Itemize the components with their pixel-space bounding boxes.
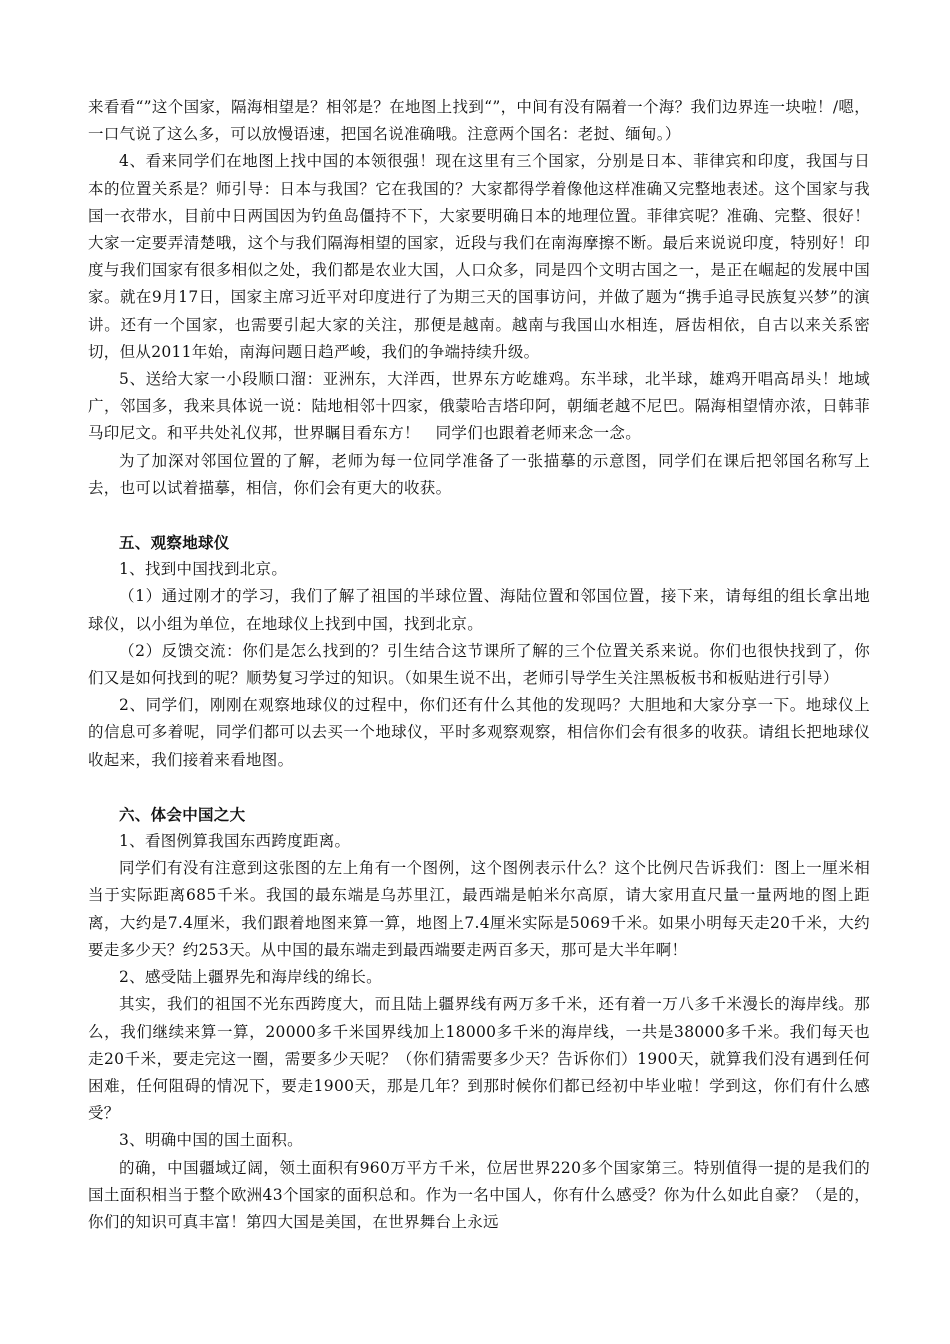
- paragraph-globe-4: 2、同学们，刚刚在观察地球仪的过程中，你们还有什么其他的发现吗？大胆地和大家分享一下。地球仪上的信息可多着呢，同学们都可以去买一个地球仪，平时多观察观察，相信你们会有很多的收获。请组长把地球仪收起来，我们接着来看地图。: [88, 696, 870, 769]
- paragraph-size-6: 的确，中国疆域辽阔，领土面积有960万平方千米，位居世界220多个国家第三。特别值得一提的是我们的国土面积相当于整个欧洲43个国家的面积总和。作为一名中国人，你有什么感受？你为什么如此自豪？（是的，你们的知识可真丰富！第四大国是美国，在世界舞台上永远: [88, 1158, 870, 1231]
- paragraph-size-5: 3、明确中国的国土面积。: [119, 1131, 303, 1150]
- paragraph-size-3: 2、感受陆上疆界先和海岸线的绵长。: [119, 968, 382, 987]
- paragraph-size-1: 1、看图例算我国东西跨度距离。: [119, 832, 351, 851]
- paragraph-japan-philippines-india: 4、看来同学们在地图上找中国的本领很强！现在这里有三个国家，分别是日本、菲律宾和印度，我国与日本的位置关系是？师引导：日本与我国？它在我国的？大家都得学着像他这样准确又完整地表述。这个国家与我国一衣带水，目前中日两国因为钓鱼岛僵持不下，大家要明确日本的地理位置。菲律宾呢？准确、完整、很好！大家一定要弄清楚哦，这个与我们隔海相望的国家，近段与我们在南海摩擦不断。最后来说说印度，特别好！印度与我们国家有很多相似之处，我们都是农业大国，人口众多，同是四个文明古国之一，是正在崛起的发展中国家。就在9月17日，国家主席习近平对印度进行了为期三天的国事访问，并做了题为“携手追寻民族复兴梦”的演讲。还有一个国家，也需要引起大家的关注，那便是越南。越南与我国山水相连，唇齿相依，自古以来关系密切，但从2011年始，南海问题日趋严峻，我们的争端持续升级。: [88, 152, 870, 361]
- paragraph-rhyme: 5、送给大家一小段顺口溜：亚洲东，大洋西，世界东方屹雄鸡。东半球，北半球，雄鸡开唱高昂头！地域广，邻国多，我来具体说一说：陆地相邻十四家，俄蒙哈吉塔印阿，朝缅老越不尼巴。隔海相望情亦浓，日韩菲马印尼文。和平共处礼仪邦，世界瞩目看东方！ 同学们也跟着老师来念一念。: [88, 370, 870, 443]
- paragraph-globe-3: （2）反馈交流：你们是怎么找到的？引生结合这节课所了解的三个位置关系来说。你们也很快找到了，你们又是如何找到的呢？顺势复习学过的知识。（如果生说不出，老师引导学生关注黑板板书和板贴进行引导）: [88, 641, 870, 688]
- paragraph-neighbors-intro: 来看看“”这个国家，隔海相望是？相邻是？在地图上找到“”，中间有没有隔着一个海？我们边界连一块啦！/嗯，一口气说了这么多，可以放慢语速，把国名说准确哦。注意两个国名：老挝、缅甸。）: [88, 98, 870, 144]
- paragraph-globe-1: 1、找到中国找到北京。: [119, 560, 288, 579]
- paragraph-tracing-map: 为了加深对邻国位置的了解，老师为每一位同学准备了一张描摹的示意图，同学们在课后把邻国名称写上去，也可以试着描摹，相信，你们会有更大的收获。: [88, 451, 870, 497]
- paragraph-size-2: 同学们有没有注意到这张图的左上角有一个图例，这个图例表示什么？这个比例尺告诉我们：图上一厘米相当于实际距离685千米。我国的最东端是乌苏里江，最西端是帕米尔高原，请大家用直尺量一量两地的图上距离，大约是7.4厘米，我们跟着地图来算一算，地图上7.4厘米实际是5069千米。如果小明每天走20千米，大约要走多少天？约253天。从中国的最东端走到最西端要走两百多天，那可是大半年啊！: [88, 859, 870, 959]
- paragraph-size-4: 其实，我们的祖国不光东西跨度大，而且陆上疆界线有两万多千米，还有着一万八多千米漫长的海岸线。那么，我们继续来算一算，20000多千米国界线加上18000多千米的海岸线，一共是38000多千米。我们每天也走20千米，要走完这一圈，需要多少天呢？（你们猜需要多少天？告诉你们）1900天，就算我们没有遇到任何困难，任何阻碍的情况下，要走1900天，那是几年？到那时候你们都已经初中毕业啦！学到这，你们有什么感受？: [88, 995, 870, 1123]
- section-heading-china-size: 六、体会中国之大: [119, 804, 246, 824]
- document-body: [88, 94, 870, 1236]
- section-heading-globe: 五、观察地球仪: [119, 533, 230, 553]
- paragraph-globe-2: （1）通过刚才的学习，我们了解了祖国的半球位置、海陆位置和邻国位置，接下来，请每组的组长拿出地球仪，以小组为单位，在地球仪上找到中国，找到北京。: [88, 587, 870, 633]
